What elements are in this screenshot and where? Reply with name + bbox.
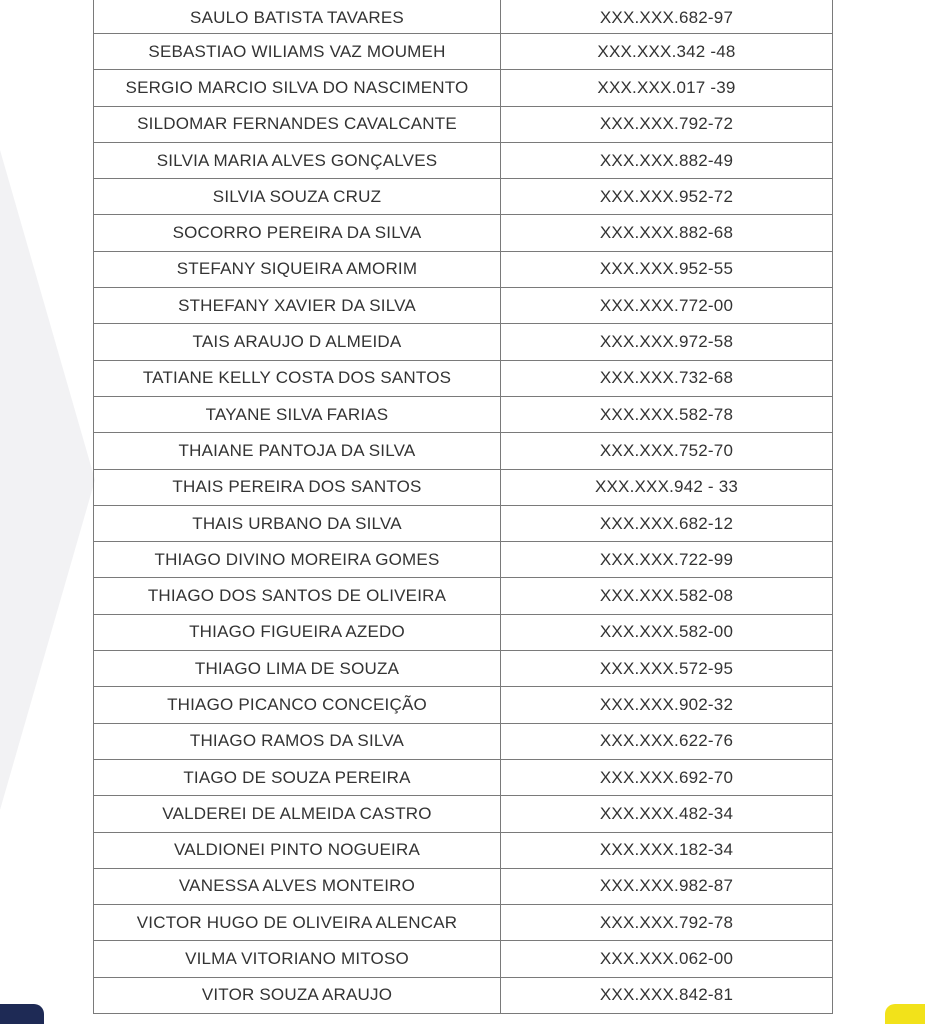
table-row [94, 70, 833, 106]
name-cell: VANESSA ALVES MONTEIRO [94, 868, 501, 904]
cpf-cell: XXX.XXX.682-97 [501, 0, 833, 34]
table-row [94, 360, 833, 396]
table-row [94, 288, 833, 324]
name-cell: THAIS URBANO DA SILVA [94, 505, 501, 541]
table-row [94, 832, 833, 868]
table-row [94, 469, 833, 505]
cpf-cell: XXX.XXX.952-72 [501, 179, 833, 215]
cpf-cell: XXX.XXX.842-81 [501, 977, 833, 1013]
name-cell: THIAGO DIVINO MOREIRA GOMES [94, 542, 501, 578]
table-row [94, 723, 833, 759]
name-cell: THIAGO LIMA DE SOUZA [94, 651, 501, 687]
table-row [94, 941, 833, 977]
table-body [94, 0, 833, 1014]
table-row [94, 578, 833, 614]
cpf-cell: XXX.XXX.017 -39 [501, 70, 833, 106]
name-cell: VALDIONEI PINTO NOGUEIRA [94, 832, 501, 868]
table-row [94, 796, 833, 832]
name-cell: STHEFANY XAVIER DA SILVA [94, 288, 501, 324]
table-row [94, 614, 833, 650]
cpf-cell: XXX.XXX.952-55 [501, 251, 833, 287]
cpf-cell: XXX.XXX.572-95 [501, 651, 833, 687]
table-row [94, 179, 833, 215]
name-cell: SOCORRO PEREIRA DA SILVA [94, 215, 501, 251]
cpf-cell: XXX.XXX.582-78 [501, 396, 833, 432]
cpf-cell: XXX.XXX.942 - 33 [501, 469, 833, 505]
cpf-cell: XXX.XXX.902-32 [501, 687, 833, 723]
cpf-cell: XXX.XXX.792-78 [501, 905, 833, 941]
table-row [94, 759, 833, 795]
table-row [94, 142, 833, 178]
background-chevron-shape [0, 150, 95, 810]
cpf-cell: XXX.XXX.882-49 [501, 142, 833, 178]
name-cell: THAIANE PANTOJA DA SILVA [94, 433, 501, 469]
cpf-cell: XXX.XXX.682-12 [501, 505, 833, 541]
cpf-cell: XXX.XXX.772-00 [501, 288, 833, 324]
name-cell: SILVIA SOUZA CRUZ [94, 179, 501, 215]
cpf-cell: XXX.XXX.882-68 [501, 215, 833, 251]
name-cell: STEFANY SIQUEIRA AMORIM [94, 251, 501, 287]
cpf-cell: XXX.XXX.752-70 [501, 433, 833, 469]
table-row [94, 905, 833, 941]
table-row [94, 542, 833, 578]
name-cell: TAYANE SILVA FARIAS [94, 396, 501, 432]
cpf-cell: XXX.XXX.972-58 [501, 324, 833, 360]
name-cell: SILVIA MARIA ALVES GONÇALVES [94, 142, 501, 178]
name-cell: VALDEREI DE ALMEIDA CASTRO [94, 796, 501, 832]
name-cell: VITOR SOUZA ARAUJO [94, 977, 501, 1013]
cpf-cell: XXX.XXX.792-72 [501, 106, 833, 142]
name-cell: TATIANE KELLY COSTA DOS SANTOS [94, 360, 501, 396]
table-row [94, 215, 833, 251]
name-cell: THAIS PEREIRA DOS SANTOS [94, 469, 501, 505]
table-row [94, 687, 833, 723]
cpf-cell: XXX.XXX.582-08 [501, 578, 833, 614]
name-cell: SEBASTIAO WILIAMS VAZ MOUMEH [94, 34, 501, 70]
name-cell: VICTOR HUGO DE OLIVEIRA ALENCAR [94, 905, 501, 941]
table-row [94, 868, 833, 904]
table-row [94, 324, 833, 360]
name-cell: THIAGO PICANCO CONCEIÇÃO [94, 687, 501, 723]
name-cell: THIAGO DOS SANTOS DE OLIVEIRA [94, 578, 501, 614]
cpf-cell: XXX.XXX.722-99 [501, 542, 833, 578]
table-row [94, 0, 833, 34]
name-cell: SERGIO MARCIO SILVA DO NASCIMENTO [94, 70, 501, 106]
cpf-cell: XXX.XXX.342 -48 [501, 34, 833, 70]
cpf-cell: XXX.XXX.982-87 [501, 868, 833, 904]
table-row [94, 106, 833, 142]
table-row [94, 651, 833, 687]
cpf-cell: XXX.XXX.182-34 [501, 832, 833, 868]
table-row [94, 433, 833, 469]
cpf-cell: XXX.XXX.482-34 [501, 796, 833, 832]
name-cell: VILMA VITORIANO MITOSO [94, 941, 501, 977]
table-row [94, 34, 833, 70]
corner-accent-navy [0, 1004, 44, 1024]
cpf-cell: XXX.XXX.692-70 [501, 759, 833, 795]
cpf-cell: XXX.XXX.732-68 [501, 360, 833, 396]
name-cell: THIAGO RAMOS DA SILVA [94, 723, 501, 759]
table-row [94, 251, 833, 287]
name-cell: SILDOMAR FERNANDES CAVALCANTE [94, 106, 501, 142]
cpf-cell: XXX.XXX.622-76 [501, 723, 833, 759]
cpf-cell: XXX.XXX.062-00 [501, 941, 833, 977]
name-cell: THIAGO FIGUEIRA AZEDO [94, 614, 501, 650]
table-row [94, 977, 833, 1013]
table-row [94, 396, 833, 432]
name-cell: SAULO BATISTA TAVARES [94, 0, 501, 34]
table-row [94, 505, 833, 541]
corner-accent-yellow [885, 1004, 925, 1024]
cpf-cell: XXX.XXX.582-00 [501, 614, 833, 650]
name-cell: TAIS ARAUJO D ALMEIDA [94, 324, 501, 360]
name-cell: TIAGO DE SOUZA PEREIRA [94, 759, 501, 795]
names-cpf-table [93, 0, 833, 1014]
